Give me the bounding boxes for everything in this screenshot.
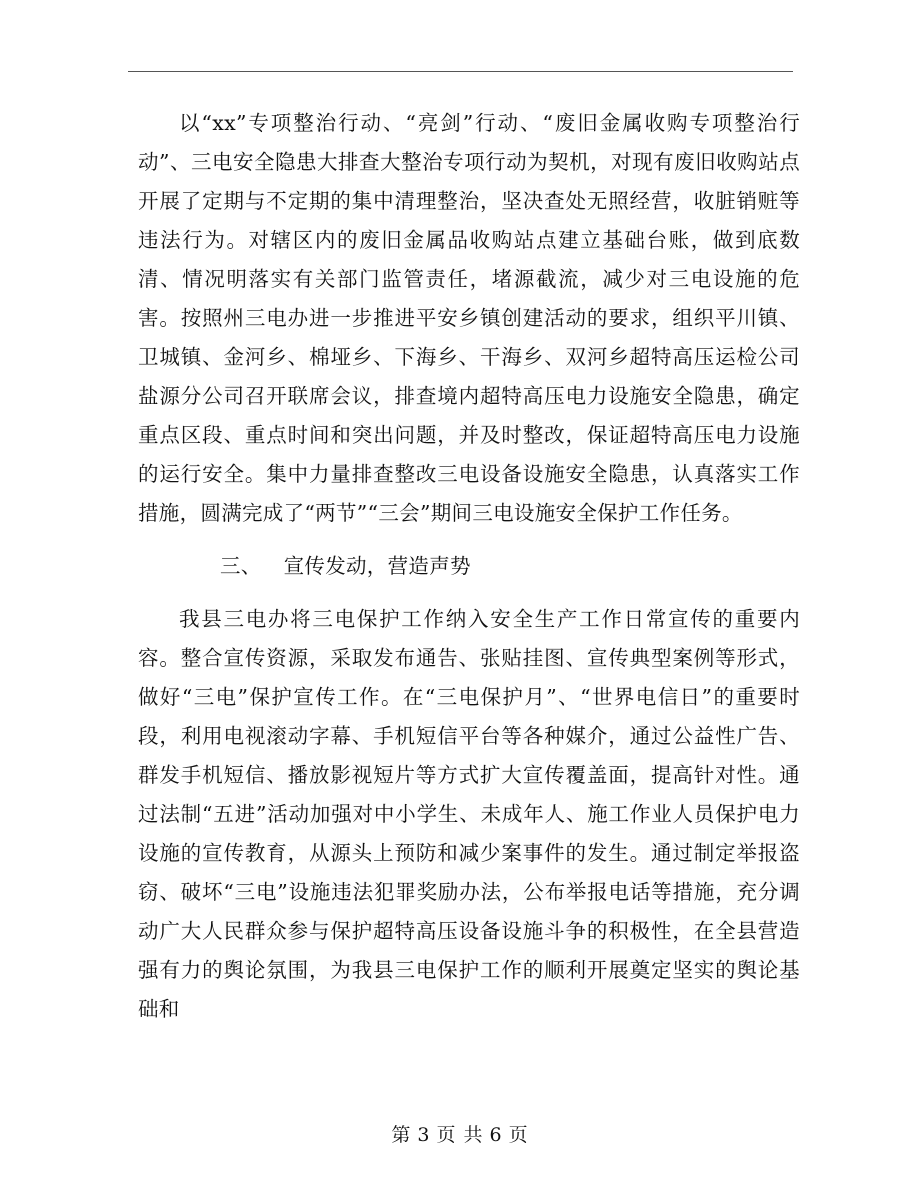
page-footer	[0, 1120, 920, 1147]
paragraph-remediation: 以“xx”专项整治行动、“亮剑”行动、“废旧金属收购专项整治行动”、三电安全隐患大排查大整治专项行动为契机，对现有废旧收购站点开展了定期与不定期的集中清理整治，坚决查处无照经营，收脏销赃等违法行为。对辖区内的废旧金属品收购站点建立基础台账，做到底数清、情况明落实有关部门监管责任，堵源截流，减少对三电设施的危害。按照州三电办进一步推进平安乡镇创建活动的要求，组织平川镇、卫城镇、金河乡、棉垭乡、下海乡、干海乡、双河乡超特高压运检公司盐源分公司召开联席会议，排查境内超特高压电力设施安全隐患，确定重点区段、重点时间和突出问题，并及时整改，保证超特高压电力设施的运行安全。集中力量排查整改三电设备设施安全隐患，认真落实工作措施，圆满完成了“两节”“三会”期间三电设施安全保护工作任务。	[138, 111, 800, 525]
document-body	[138, 104, 800, 1029]
footer-current-page: 3	[417, 1124, 431, 1146]
section-title: 宣传发动，营造声势	[283, 554, 471, 578]
section-heading	[138, 547, 800, 586]
section-number: 三、	[220, 554, 262, 578]
paragraph-publicity: 我县三电办将三电保护工作纳入安全生产工作日常宣传的重要内容。整合宣传资源，采取发布通告、张贴挂图、宣传典型案例等形式，做好“三电”保护宣传工作。在“三电保护月”、“世界电信日”的重要时段，利用电视滚动字幕、手机短信平台等各种媒介，通过公益性广告、群发手机短信、播放影视短片等方式扩大宣传覆盖面，提高针对性。通过法制“五进”活动加强对中小学生、未成年人、施工作业人员保护电力设施的宣传教育，从源头上预防和减少案事件的发生。通过制定举报盗窃、破坏“三电”设施违法犯罪奖励办法，公布举报电话等措施，充分调动广大人民群众参与保护超特高压设备设施斗争的积极性，在全县营造强有力的舆论氛围，为我县三电保护工作的顺利开展奠定坚实的舆论基础和	[138, 607, 800, 1021]
footer-prefix: 第	[391, 1124, 412, 1146]
footer-middle: 页 共	[436, 1124, 484, 1146]
footer-total-pages: 6	[489, 1124, 503, 1146]
footer-suffix: 页	[508, 1124, 529, 1146]
header-divider	[128, 71, 793, 72]
